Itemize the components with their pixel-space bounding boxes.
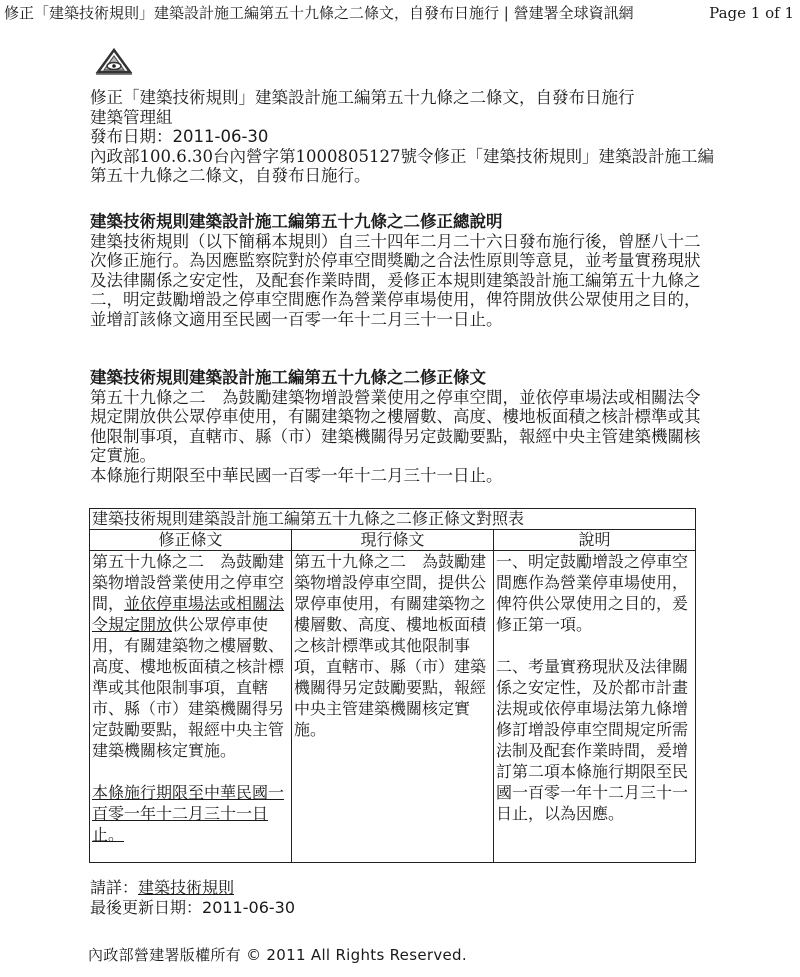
last-updated-label: 最後更新日期： — [90, 898, 203, 917]
amendment-note: 本條施行期限至中華民國一百零一年十二月三十一日止。 — [90, 465, 503, 485]
article-title: 修正「建築技術規則」建築設計施工編第五十九條之二條文，自發布日施行 — [90, 88, 635, 107]
column-header-amended: 修正條文 — [90, 530, 292, 551]
summary-heading: 建築技術規則建築設計施工編第五十九條之二修正總說明 — [90, 212, 503, 231]
amendment-section — [90, 368, 715, 485]
reference-section — [90, 878, 295, 918]
print-page-title: 修正「建築技術規則」建築設計施工編第五十九條之二條文，自發布日施行 | 營建署全球資訊網 — [4, 4, 634, 22]
print-page-number: Page 1 of 1 — [709, 4, 794, 22]
article-intro: 內政部100.6.30台內營字第1000805127號令修正「建築技術規則」建築設計施工編第五十九條之二條文，自發布日施行。 — [90, 146, 714, 185]
current-text-cell — [292, 551, 494, 863]
amendment-heading: 建築技術規則建築設計施工編第五十九條之二修正條文 — [90, 368, 486, 387]
reference-link[interactable]: 建築技術規則 — [138, 878, 235, 897]
copyright-footer: 內政部營建署版權所有 © 2011 All Rights Reserved. — [88, 946, 467, 964]
amended-underlined-text: 並依停車場法或相關法令規定開放 — [92, 594, 285, 634]
amendment-body: 第五十九條之二 為鼓勵建築物增設營業使用之停車空間，並依停車場法或相關法令規定開放供公眾停車使用，有關建築物之樓層數、高度、樓地板面積之核計標準或其他限制事項，直轄市、縣（市）建築機關得另定鼓勵要點，報經中央主管建築機關核定實施。 — [90, 387, 701, 465]
reference-line — [90, 878, 295, 898]
print-header — [4, 2, 796, 24]
amended-paragraph — [92, 551, 289, 761]
publish-date: 2011-06-30 — [172, 127, 269, 146]
comparison-table — [89, 508, 696, 863]
reference-label: 請詳： — [90, 878, 139, 897]
amended-text: 第五十九條之二 為鼓勵建築物增設營業使用之停車空間， — [92, 552, 285, 613]
column-header-explanation: 說明 — [494, 530, 696, 551]
amended-text-cell — [90, 551, 292, 863]
publish-date-label: 發布日期： — [90, 127, 173, 146]
last-updated-date: 2011-06-30 — [202, 898, 295, 917]
explanation-item-2: 二、考量實務現狀及法律關係之安定性，及於都市計畫法規或依停車場法第九條增修訂增設停車空間規定所需法制及配套作業時間，爰增訂第二項本條施行期限至民國一百零一年十二月三十一日止，以為因應。 — [496, 657, 689, 823]
article-unit: 建築管理組 — [90, 107, 173, 127]
comparison-table-caption: 建築技術規則建築設計施工編第五十九條之二修正條文對照表 — [90, 509, 696, 530]
explanation-cell — [494, 551, 696, 863]
amended-sunset-clause: 本條施行期限至中華民國一百零一年十二月三十一日止。 — [92, 783, 285, 844]
current-text: 第五十九條之二 為鼓勵建築物增設停車空間，提供公眾停車使用，有關建築物之樓層數、高度、樓地板面積之核計標準或其他限制事項，直轄市、縣（市）建築機關得另定鼓勵要點，報經中央主管建築機關核定實施。 — [294, 552, 487, 739]
summary-section — [90, 212, 715, 329]
explanation-item-1: 一、明定鼓勵增設之停車空間應作為營業停車場使用，俾符供公眾使用之目的，爰修正第一項。 — [496, 552, 689, 634]
last-updated-line — [90, 898, 295, 918]
amended-text-rest: 供公眾停車使用，有關建築物之樓層數、高度、樓地板面積之核計標準或其他限制事項，直轄市、縣（市）建築機關得另定鼓勵要點，報經中央主管建築機關核定實施。 — [92, 615, 285, 760]
column-header-current: 現行條文 — [292, 530, 494, 551]
summary-body: 建築技術規則（以下簡稱本規則）自三十四年二月二十六日發布施行後，曾歷八十二次修正施行。為因應監察院對於停車空間獎勵之合法性原則等意見，並考量實務現狀及法律關係之安定性，及配套作業時間，爰修正本規則建築設計施工編第五十九條之二，明定鼓勵增設之停車空間應作為營業停車場使用，俾符開放供公眾使用之目的，並增訂該條文適用至民國一百零一年十二月三十一日止。 — [90, 231, 701, 329]
publish-date-line — [90, 127, 715, 147]
cpami-emblem-icon — [94, 46, 134, 78]
article-meta — [90, 88, 715, 186]
